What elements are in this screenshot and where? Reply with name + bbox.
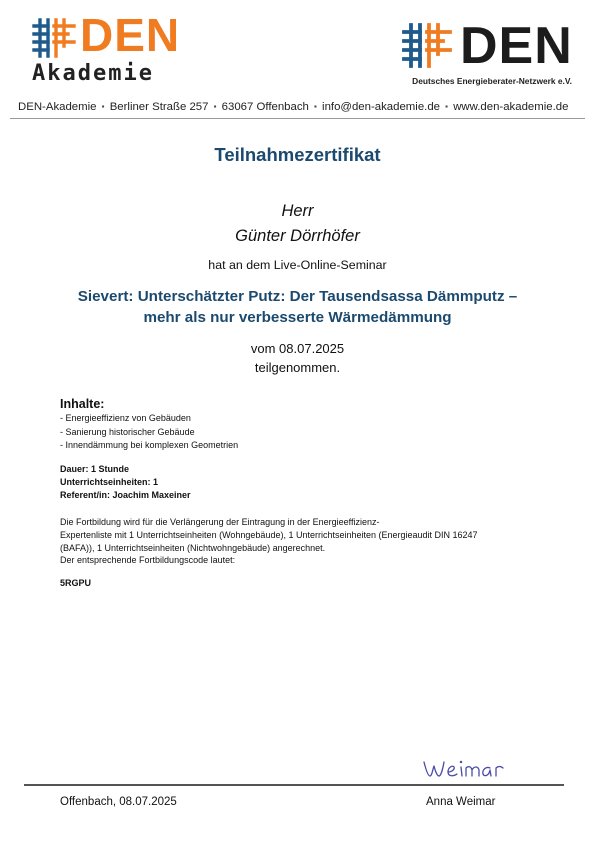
address-web[interactable]: www.den-akademie.de <box>453 101 569 113</box>
header-divider <box>10 118 585 119</box>
den-left-brand: DEN <box>80 9 181 61</box>
address-street: Berliner Straße 257 <box>109 101 209 113</box>
separator-dot: ▪ <box>213 102 217 111</box>
speaker: Referent/in: Joachim Maxeiner <box>60 490 191 500</box>
notice-line: Die Fortbildung wird für die Verlängerung der Eintragung in der Energieeffizienz- <box>60 517 380 527</box>
address-city: 63067 Offenbach <box>221 101 309 113</box>
attended-line: hat an dem Live-Online-Seminar <box>208 258 387 272</box>
notice-line: Der entsprechende Fortbildungscode lautet: <box>60 555 236 566</box>
participant-name: Günter Dörrhöfer <box>235 227 360 245</box>
den-grid-logo-icon <box>30 16 80 62</box>
teaching-units: Unterrichtseinheiten: 1 <box>60 477 159 487</box>
list-item: - Sanierung historischer Gebäude <box>60 426 195 437</box>
signer-name: Anna Weimar <box>426 796 496 808</box>
contents-heading: Inhalte: <box>60 397 105 411</box>
den-network-logo <box>400 17 575 92</box>
seminar-title-line-2: mehr als nur verbesserte Wärmedämmung <box>143 309 452 326</box>
den-grid-logo-icon <box>400 20 458 72</box>
notice-line: Expertenliste mit 1 Unterrichtseinheiten (Wohngebäude), 1 Unterrichtseinheiten (Energieaudit DIN 16247 <box>60 529 478 540</box>
handwritten-signature <box>420 748 520 784</box>
certificate-title: Teilnahmezertifikat <box>214 144 381 165</box>
accreditation-notice <box>60 516 540 567</box>
address-line <box>18 101 578 113</box>
participant-salutation: Herr <box>281 202 314 220</box>
training-code: 5RGPU <box>60 578 92 588</box>
separator-dot: ▪ <box>101 102 105 111</box>
seminar-title-line-1: Sievert: Unterschätzter Putz: Der Tausendsassa Dämmputz – <box>77 288 518 305</box>
seminar-date: vom 08.07.2025 <box>250 341 345 356</box>
attended-end: teilgenommen. <box>254 360 341 375</box>
notice-line: (BAFA)), 1 Unterrichtseinheiten (Nichtwohngebäude) angerechnet. <box>60 542 326 553</box>
akademie-label: Akademie <box>32 61 154 86</box>
separator-dot: ▪ <box>314 102 317 111</box>
address-email[interactable]: info@den-akademie.de <box>322 101 440 113</box>
footer-divider <box>24 784 564 786</box>
network-name: Deutsches Energieberater-Netzwerk e.V. <box>412 76 572 86</box>
seminar-title <box>0 286 595 328</box>
place-and-date: Offenbach, 08.07.2025 <box>60 796 177 808</box>
address-org: DEN-Akademie <box>18 101 97 113</box>
seminar-meta <box>60 463 191 502</box>
separator-dot: ▪ <box>445 102 449 111</box>
list-item: - Innendämmung bei komplexen Geometrien <box>60 440 239 451</box>
den-akademie-logo <box>30 9 190 90</box>
duration: Dauer: 1 Stunde <box>60 464 130 474</box>
list-item: - Energieeffizienz von Gebäuden <box>60 413 191 423</box>
den-right-brand: DEN <box>460 17 573 75</box>
contents-list <box>60 412 238 453</box>
